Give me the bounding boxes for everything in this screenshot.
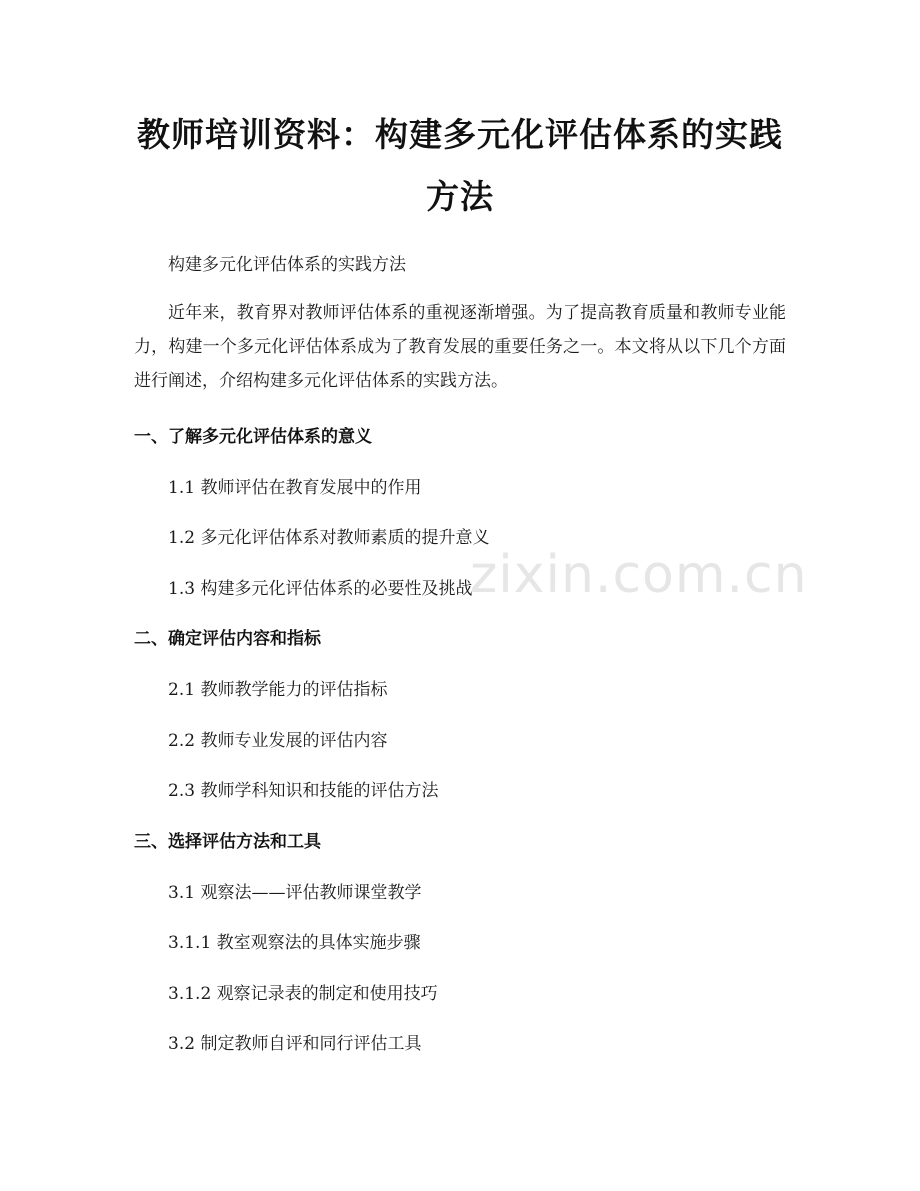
section-heading: 三、选择评估方法和工具	[134, 832, 321, 852]
list-item: 3.1.2 观察记录表的制定和使用技巧	[168, 984, 438, 1004]
list-item: 3.1 观察法——评估教师课堂教学	[168, 883, 422, 903]
document-subtitle: 构建多元化评估体系的实践方法	[168, 255, 406, 275]
list-item: 1.3 构建多元化评估体系的必要性及挑战	[168, 579, 473, 599]
list-item: 1.2 多元化评估体系对教师素质的提升意义	[168, 528, 490, 548]
list-item: 1.1 教师评估在教育发展中的作用	[168, 478, 422, 498]
list-item: 2.2 教师专业发展的评估内容	[168, 731, 388, 751]
watermark-text: zixin.com.cn	[470, 545, 808, 605]
list-item: 2.3 教师学科知识和技能的评估方法	[168, 781, 439, 801]
section-heading: 二、确定评估内容和指标	[134, 629, 321, 649]
section-heading: 一、了解多元化评估体系的意义	[134, 427, 372, 447]
list-item: 3.2 制定教师自评和同行评估工具	[168, 1034, 422, 1054]
intro-paragraph: 近年来，教育界对教师评估体系的重视逐渐增强。为了提高教育质量和教师专业能力，构建一个多元化评估体系成为了教育发展的重要任务之一。本文将从以下几个方面进行阐述，介绍构建多元化评估体系的实践方法。	[134, 303, 786, 391]
document-title: 教师培训资料：构建多元化评估体系的实践方法	[137, 115, 783, 216]
list-item: 3.1.1 教室观察法的具体实施步骤	[168, 933, 421, 953]
list-item: 2.1 教师教学能力的评估指标	[168, 680, 388, 700]
